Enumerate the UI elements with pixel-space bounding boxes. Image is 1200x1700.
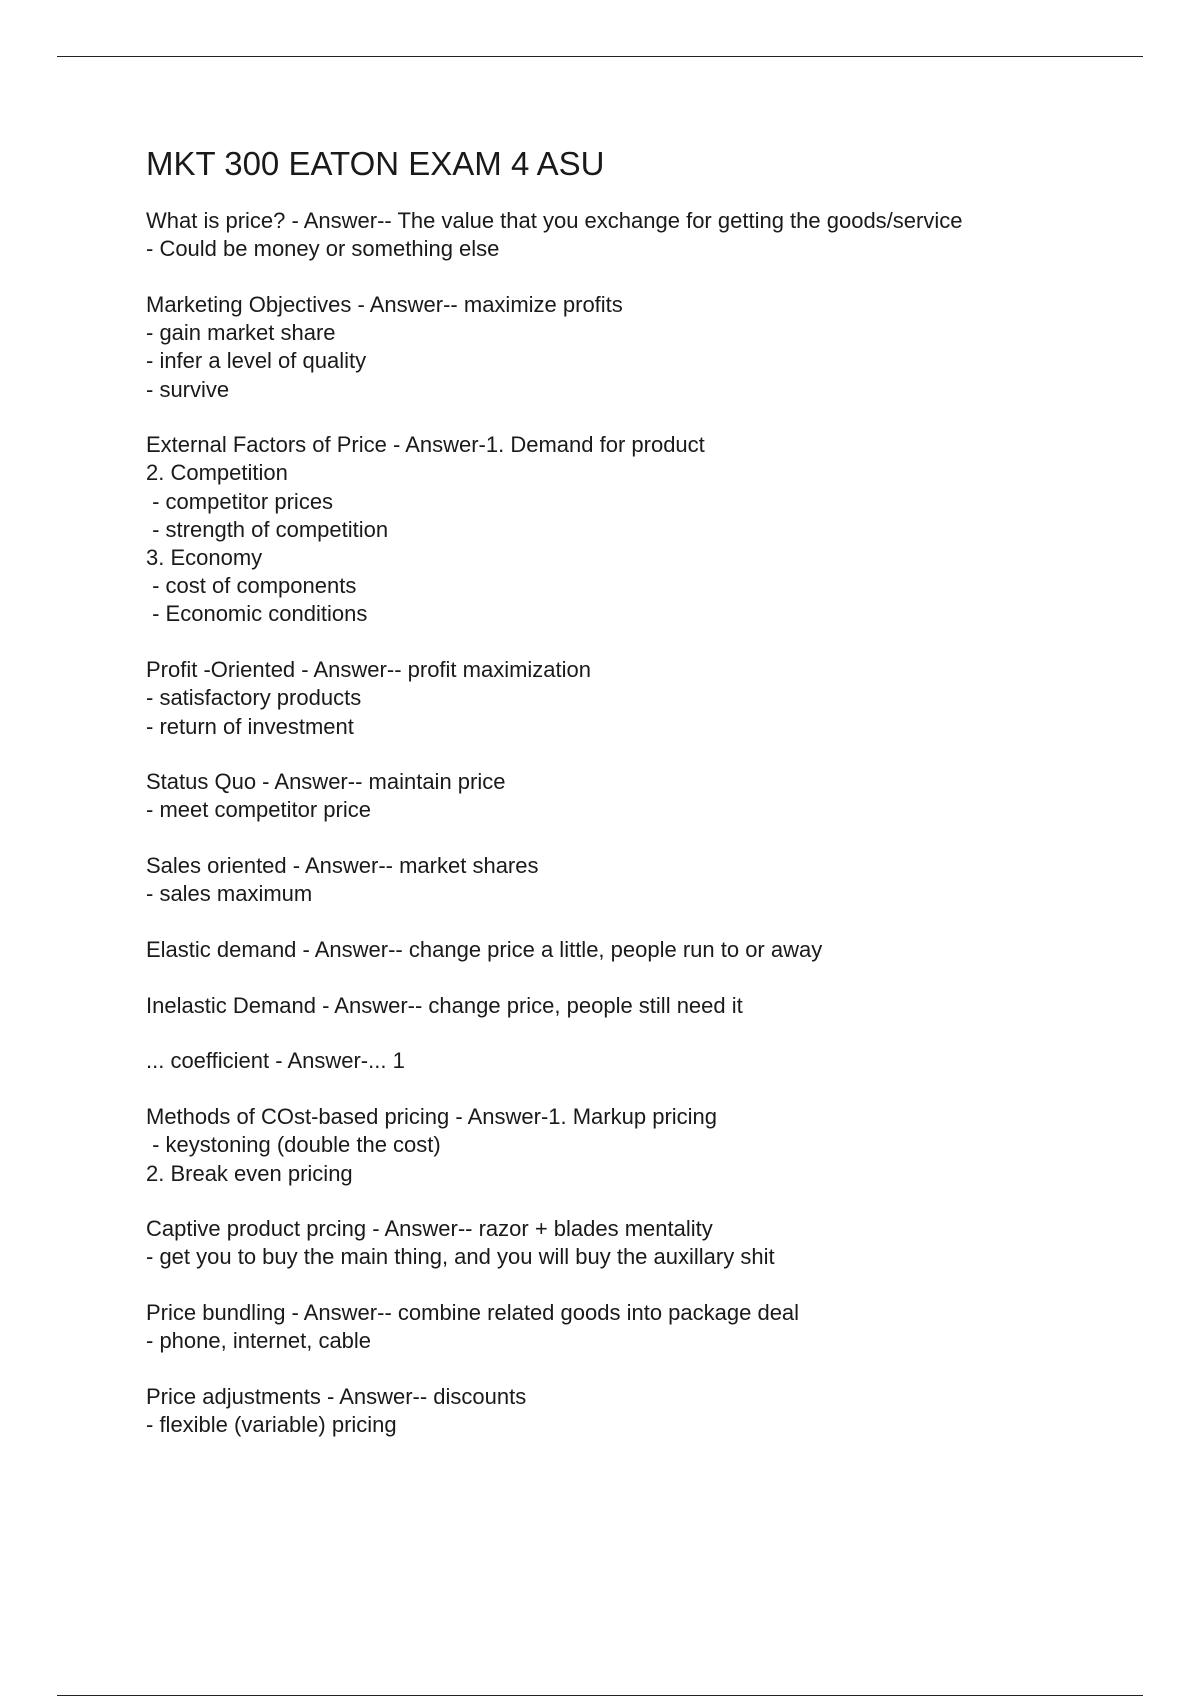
qa-entry <box>146 431 1136 628</box>
qa-entry <box>146 656 1136 741</box>
document-body <box>146 144 1136 1467</box>
answer-line: - survive <box>146 376 230 402</box>
question-line: Marketing Objectives - Answer-- maximize profits <box>146 291 623 317</box>
qa-entry <box>146 936 1136 964</box>
answer-line: - cost of components <box>146 573 357 599</box>
qa-entry <box>146 1047 1136 1075</box>
qa-entry <box>146 1299 1136 1355</box>
qa-entry <box>146 852 1136 908</box>
question-line: Profit -Oriented - Answer-- profit maximization <box>146 657 592 683</box>
question-line: Inelastic Demand - Answer-- change price, people still need it <box>146 992 743 1018</box>
answer-line: - gain market share <box>146 320 336 346</box>
question-line: Elastic demand - Answer-- change price a little, people run to or away <box>146 937 823 963</box>
question-line: Sales oriented - Answer-- market shares <box>146 853 539 879</box>
answer-line: 2. Break even pricing <box>146 1160 353 1186</box>
qa-entry <box>146 1215 1136 1271</box>
answer-line: - phone, internet, cable <box>146 1328 372 1354</box>
question-line: Price bundling - Answer-- combine related goods into package deal <box>146 1300 800 1326</box>
header-divider <box>57 56 1143 57</box>
answer-line: - sales maximum <box>146 881 313 907</box>
qa-entry <box>146 207 1136 263</box>
question-line: Methods of COst-based pricing - Answer-1. Markup pricing <box>146 1104 718 1130</box>
answer-line: - strength of competition <box>146 516 389 542</box>
answer-line: - infer a level of quality <box>146 348 367 374</box>
qa-entry <box>146 291 1136 404</box>
answer-line: 3. Economy <box>146 545 263 571</box>
answer-line: - competitor prices <box>146 488 334 514</box>
answer-line: - return of investment <box>146 713 354 739</box>
answer-line: - Economic conditions <box>146 601 368 627</box>
answer-line: - keystoning (double the cost) <box>146 1132 441 1158</box>
qa-entry <box>146 768 1136 824</box>
document-title: MKT 300 EATON EXAM 4 ASU <box>146 145 605 182</box>
question-line: Captive product prcing - Answer-- razor + blades mentality <box>146 1216 713 1242</box>
question-line: External Factors of Price - Answer-1. Demand for product <box>146 432 705 458</box>
answer-line: - Could be money or something else <box>146 236 500 262</box>
question-line: Status Quo - Answer-- maintain price <box>146 769 506 795</box>
answer-line: - meet competitor price <box>146 797 371 823</box>
footer-divider <box>57 1695 1143 1696</box>
question-line: What is price? - Answer-- The value that you exchange for getting the goods/service <box>146 208 963 233</box>
qa-entry <box>146 1103 1136 1188</box>
question-line: ... coefficient - Answer-... 1 <box>146 1048 405 1074</box>
answer-line: 2. Competition <box>146 460 288 486</box>
answer-line: - get you to buy the main thing, and you will buy the auxillary shit <box>146 1244 775 1270</box>
answer-line: - flexible (variable) pricing <box>146 1412 397 1438</box>
qa-entry <box>146 1383 1136 1439</box>
question-line: Price adjustments - Answer-- discounts <box>146 1384 527 1410</box>
qa-entry <box>146 992 1136 1020</box>
answer-line: - satisfactory products <box>146 685 362 711</box>
